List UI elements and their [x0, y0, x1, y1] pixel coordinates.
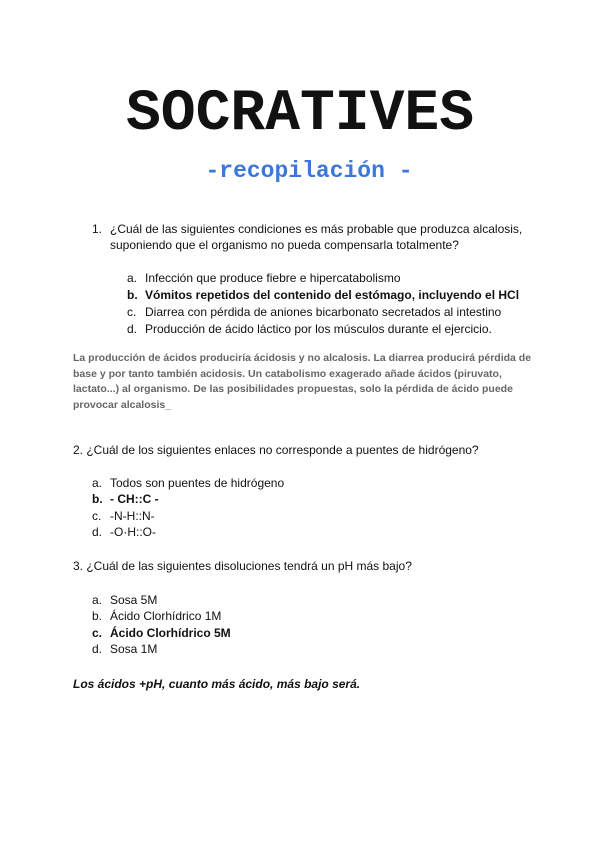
option-text: Vómitos repetidos del contenido del estómago, incluyendo el HCl [145, 288, 520, 302]
q3-explanation: Los ácidos +pH, cuanto más ácido, más bajo será. [73, 677, 361, 691]
q1-option-b-correct [127, 287, 567, 303]
option-letter: d. [127, 322, 138, 336]
option-letter: d. [92, 525, 103, 539]
option-text: Infección que produce fiebre e hipercatabolismo [145, 271, 401, 285]
page-subtitle: -recopilación - [205, 158, 413, 184]
option-letter: b. [92, 492, 103, 506]
q2-option-c [92, 508, 532, 524]
q1-option-d [127, 321, 567, 337]
option-text: Todos son puentes de hidrógeno [110, 476, 285, 490]
q3-option-d [92, 641, 532, 657]
option-letter: c. [127, 305, 137, 319]
q1-option-c [127, 304, 567, 320]
q1-option-a [127, 270, 567, 286]
option-text: Producción de ácido láctico por los músculos durante el ejercicio. [145, 322, 492, 336]
q3-option-a [92, 592, 532, 608]
page-title: SOCRATIVES [125, 82, 475, 147]
option-letter: a. [127, 271, 138, 285]
option-text: Ácido Clorhídrico 5M [110, 626, 231, 640]
option-text: Sosa 1M [110, 642, 158, 656]
option-text: -O·H::O- [110, 525, 156, 539]
q1-explanation: La producción de ácidos produciría ácidosis y no alcalosis. La diarrea producirá pérdida de base y por tanto también acidosis. Un catabolismo exagerado añade ácidos (piruvato, lactato...) al organismo. De las posibilidades propuestas, solo la pérdida de ácido puede provocar alcalosis_ [73, 352, 532, 411]
q3-option-c-correct [92, 625, 532, 641]
q3-option-b [92, 608, 532, 624]
option-letter: c. [92, 509, 102, 523]
q1-number: 1. [92, 222, 103, 236]
q2-text: 2. ¿Cuál de los siguientes enlaces no corresponde a puentes de hidrógeno? [73, 443, 479, 457]
option-letter: a. [92, 476, 103, 490]
option-letter: d. [92, 642, 103, 656]
q1-text-line1: ¿Cuál de las siguientes condiciones es más probable que produzca alcalosis, [110, 222, 523, 236]
option-letter: b. [127, 288, 138, 302]
option-text: Diarrea con pérdida de aniones bicarbonato secretados al intestino [145, 305, 502, 319]
option-letter: c. [92, 626, 103, 640]
q2-option-b-correct [92, 491, 532, 507]
option-letter: b. [92, 609, 103, 623]
option-text: Sosa 5M [110, 593, 158, 607]
q2-option-a [92, 475, 532, 491]
option-letter: a. [92, 593, 103, 607]
q1-text-line2: suponiendo que el organismo no pueda compensarla totalmente? [110, 238, 459, 252]
option-text: -N-H::N- [110, 509, 155, 523]
q3-text: 3. ¿Cuál de las siguientes disoluciones tendrá un pH más bajo? [73, 559, 412, 573]
option-text: Ácido Clorhídrico 1M [110, 609, 222, 623]
q2-option-d [92, 524, 532, 540]
option-text: - CH::C - [110, 492, 159, 506]
